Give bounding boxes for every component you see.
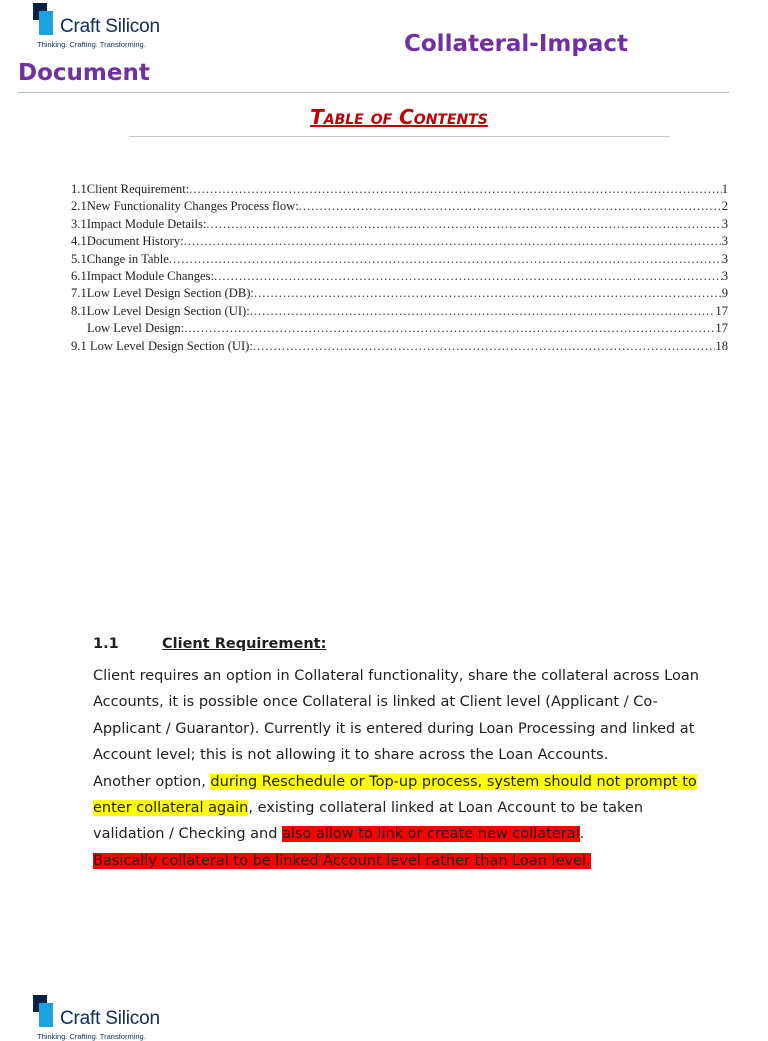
toc-entry-label: 1.1Client Requirement:	[71, 182, 190, 196]
body-line	[93, 795, 733, 821]
section-number: 1.1	[93, 636, 119, 652]
body-text: Account level; this is not allowing it to share across the Loan Accounts.	[93, 747, 609, 764]
logo-mark-blue-square	[39, 11, 53, 35]
logo-company-name: Craft Silicon	[60, 16, 160, 37]
body-line	[93, 821, 733, 847]
toc-dot-leader	[206, 217, 721, 232]
body-text: Accounts, it is possible once Collateral is linked at Client level (Applicant / Co-	[93, 694, 658, 711]
logo-tagline: Thinking. Crafting. Transforming.	[37, 40, 146, 49]
yellow-highlighted-text: enter collateral again	[93, 800, 249, 817]
body-text: .	[579, 826, 585, 843]
toc-entry[interactable]	[71, 321, 728, 338]
body-text: validation / Checking and	[93, 826, 283, 843]
toc-entry-label: 6.1Impact Module Changes:	[71, 268, 215, 283]
body-text: Client requires an option in Collateral functionality, share the collateral across Loan	[93, 668, 699, 684]
toc-entry-label: 2.1New Functionality Changes Process flow:	[71, 199, 299, 214]
body-line	[93, 663, 733, 689]
section-body	[93, 663, 733, 874]
logo-company-name: Craft Silicon	[60, 1008, 160, 1029]
toc-entry[interactable]	[71, 286, 728, 303]
toc-divider	[129, 136, 670, 137]
toc-dot-leader	[299, 199, 722, 214]
toc-heading: Table of Contents	[310, 105, 488, 129]
toc-dot-leader	[214, 269, 722, 284]
red-highlighted-text: Basically collateral to be linked Account level rather than Loan level.	[93, 852, 591, 869]
toc-entry[interactable]	[71, 252, 728, 269]
toc-dot-leader	[169, 252, 722, 267]
toc-dot-leader	[184, 321, 715, 336]
toc-entry[interactable]	[71, 339, 728, 356]
toc-entry[interactable]	[71, 182, 728, 199]
toc-entry[interactable]	[71, 217, 728, 234]
toc-dot-leader	[189, 182, 721, 197]
toc-dot-leader	[184, 234, 722, 249]
body-text: Another option,	[93, 773, 211, 790]
toc-entry-page: 18	[715, 338, 728, 353]
toc-entry[interactable]	[71, 199, 728, 216]
toc-entry-page: 3	[721, 268, 728, 283]
document-title-line-1: Collateral-Impact	[404, 31, 628, 57]
toc-entry-label: 8.1Low Level Design Section (UI):	[71, 303, 250, 318]
toc-entry-label: 3.1Impact Module Details:	[71, 216, 207, 231]
toc-entry-label: Low Level Design:	[87, 321, 185, 336]
body-text: Applicant / Guarantor). Currently it is entered during Loan Processing and linked at	[93, 720, 695, 737]
toc-entry-page: 3	[721, 251, 728, 266]
body-line	[93, 716, 733, 742]
toc-entry-label: 4.1Document History:	[71, 234, 184, 249]
document-title-line-2: Document	[18, 60, 150, 86]
logo-tagline: Thinking. Crafting. Transforming.	[37, 1032, 146, 1041]
body-line	[93, 769, 733, 795]
toc-entry-page: 1	[721, 182, 728, 196]
toc-entry-page: 2	[721, 199, 728, 214]
yellow-highlighted-text: during Reschedule or Top-up process, system should not prompt to	[210, 773, 697, 790]
toc-dot-leader	[254, 286, 722, 301]
toc-list	[71, 182, 728, 356]
toc-entry[interactable]	[71, 304, 728, 321]
body-line	[93, 742, 733, 768]
toc-entry-page: 3	[721, 234, 728, 249]
toc-entry-label: 7.1Low Level Design Section (DB):	[71, 286, 254, 301]
toc-entry-page: 9	[721, 286, 728, 301]
toc-entry-page: 17	[715, 321, 728, 336]
section-title: Client Requirement:	[162, 636, 327, 652]
toc-dot-leader	[253, 339, 716, 354]
toc-entry-label: 5.1Change in Table	[71, 251, 169, 266]
section-heading	[93, 636, 326, 652]
body-line	[93, 689, 733, 715]
header-divider	[18, 92, 729, 93]
toc-entry-page: 17	[715, 303, 728, 318]
toc-entry[interactable]	[71, 234, 728, 251]
logo-mark-blue-square	[39, 1003, 53, 1027]
toc-entry-page: 3	[721, 216, 728, 231]
red-highlighted-text: also allow to link or create new collateral	[282, 826, 580, 843]
body-line	[93, 848, 733, 874]
toc-entry-label: 9.1 Low Level Design Section (UI):	[71, 338, 253, 353]
body-text: , existing collateral linked at Loan Account to be taken	[248, 800, 644, 817]
toc-entry[interactable]	[71, 269, 728, 286]
toc-dot-leader	[250, 304, 716, 319]
